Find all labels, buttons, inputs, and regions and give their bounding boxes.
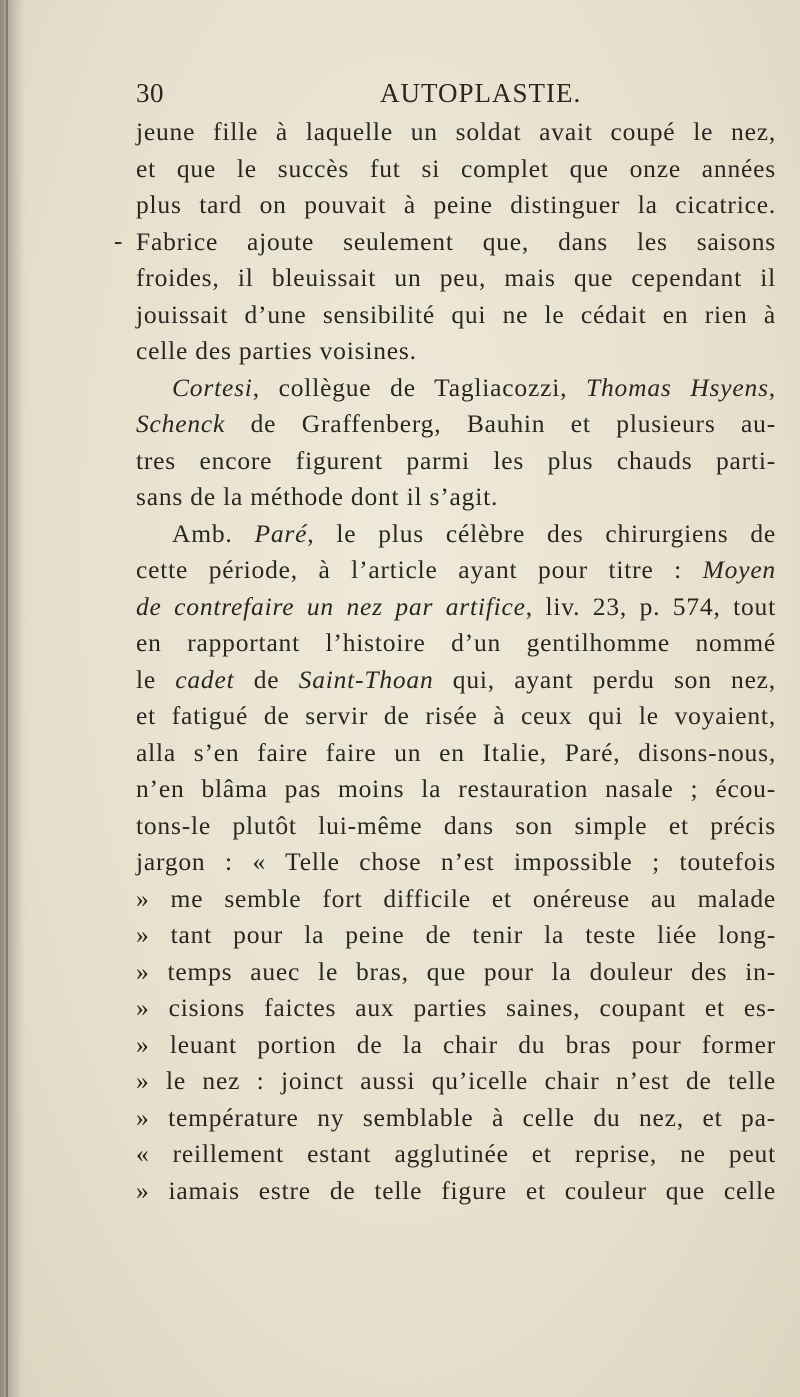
- line-text: froides, il bleuissait un peu, mais que cependant il: [136, 263, 776, 292]
- line-text: « reillement estant agglutinée et reprise, ne peut: [136, 1139, 776, 1168]
- line-text: plus tard on pouvait à peine distinguer la cicatrice.: [136, 190, 776, 219]
- line-text: jargon : « Telle chose n’est impossible ; toutefois: [136, 847, 776, 876]
- italic-text: Saint-Thoan: [298, 664, 434, 694]
- line-text: en rapportant l’histoire d’un gentilhomme nommé: [136, 628, 776, 657]
- text-line: [136, 1063, 776, 1100]
- line-text: sans de la méthode dont il s’agit.: [136, 482, 499, 511]
- text-line: [136, 370, 776, 407]
- text-line: [136, 844, 776, 881]
- italic-text: de contrefaire un nez par artifice: [136, 591, 526, 621]
- line-text: et fatigué de servir de risée à ceux qui le voyaient,: [136, 701, 776, 730]
- binding-edge-line: [6, 0, 8, 1397]
- text-line: [136, 333, 776, 370]
- line-text: , le plus célèbre des chirurgiens de: [307, 518, 777, 548]
- line-text: jouissait d’une sensibilité qui ne le cédait en rien à: [136, 299, 776, 329]
- text-line: [136, 589, 776, 626]
- text-line: [136, 552, 776, 589]
- line-text: tons-le plutôt lui-même dans son simple et précis: [136, 810, 776, 840]
- page-number: 30: [136, 78, 164, 108]
- text-line: [136, 771, 776, 808]
- text-line: [136, 662, 776, 699]
- line-text: de Graffenberg, Bauhin et plusieurs au-: [225, 409, 776, 438]
- running-head: [136, 70, 776, 112]
- italic-text: Thomas Hsyens: [586, 372, 769, 402]
- line-text: jeune fille à laquelle un soldat avait coupé le nez,: [136, 117, 776, 146]
- text-line: [136, 1027, 776, 1064]
- running-title: AUTOPLASTIE.: [380, 78, 582, 108]
- line-text: qui, ayant perdu son nez,: [433, 664, 776, 694]
- text-line: [136, 151, 776, 188]
- text-line: [136, 260, 776, 297]
- book-page: [114, 70, 777, 1209]
- line-text: » le nez : joinct aussi qu’icelle chair n’est de telle: [136, 1066, 776, 1095]
- italic-text: Paré: [254, 518, 308, 548]
- line-text: » iamais estre de telle figure et couleur que celle: [136, 1175, 776, 1205]
- line-text: alla s’en faire faire un en Italie, Paré, disons-nous,: [136, 737, 776, 767]
- line-text: , liv. 23, p. 574, tout: [525, 591, 776, 621]
- line-text: , collègue de Tagliacozzi,: [252, 372, 587, 402]
- text-line: [136, 406, 776, 443]
- line-text: celle des parties voisines.: [136, 336, 417, 365]
- line-text: » temps auec le bras, que pour la douleur des in-: [136, 956, 776, 986]
- margin-mark: -: [114, 227, 124, 255]
- text-line: [136, 917, 776, 954]
- text-line: [136, 698, 776, 735]
- line-text: » température ny semblable à celle du nez, et pa-: [136, 1102, 776, 1132]
- text-line: [136, 1136, 776, 1173]
- text-line: [136, 297, 776, 334]
- text-line: [136, 625, 776, 662]
- line-text: cette période, à l’article ayant pour titre :: [136, 555, 703, 584]
- book-gutter: [0, 0, 26, 1397]
- line-text: » leuant portion de la chair du bras pour former: [136, 1029, 776, 1059]
- text-line: [136, 808, 776, 845]
- line-text: n’en blâma pas moins la restauration nasale ; écou-: [136, 774, 776, 803]
- text-line: [136, 187, 776, 224]
- line-text: ,: [768, 372, 776, 402]
- line-text: Fabrice ajoute seulement que, dans les saisons: [136, 226, 776, 256]
- text-line: [136, 114, 776, 151]
- line-text: » me semble fort difficile et onéreuse au malade: [136, 883, 776, 913]
- text-line: [136, 1100, 776, 1137]
- text-line: [136, 516, 776, 553]
- text-line: [136, 479, 776, 516]
- italic-text: Schenck: [136, 409, 226, 438]
- text-line: [114, 224, 776, 261]
- text-line: [136, 735, 776, 772]
- body-text: [114, 114, 777, 1209]
- line-text: » tant pour la peine de tenir la teste liée long-: [136, 920, 776, 949]
- italic-text: Cortesi: [172, 372, 253, 402]
- text-line: [136, 443, 776, 480]
- italic-text: cadet: [175, 664, 235, 694]
- line-text: de: [234, 664, 299, 694]
- line-text: tres encore figurent parmi les plus chauds parti-: [136, 445, 776, 475]
- line-text: le: [136, 664, 176, 694]
- line-text: et que le succès fut si complet que onze années: [136, 153, 776, 183]
- text-line: [136, 990, 776, 1027]
- line-text: » cisions faictes aux parties saines, coupant et es-: [136, 993, 776, 1022]
- line-text: Amb.: [172, 518, 255, 548]
- text-line: [136, 1173, 776, 1210]
- text-line: [136, 881, 776, 918]
- text-line: [136, 954, 776, 991]
- italic-text: Moyen: [702, 555, 776, 584]
